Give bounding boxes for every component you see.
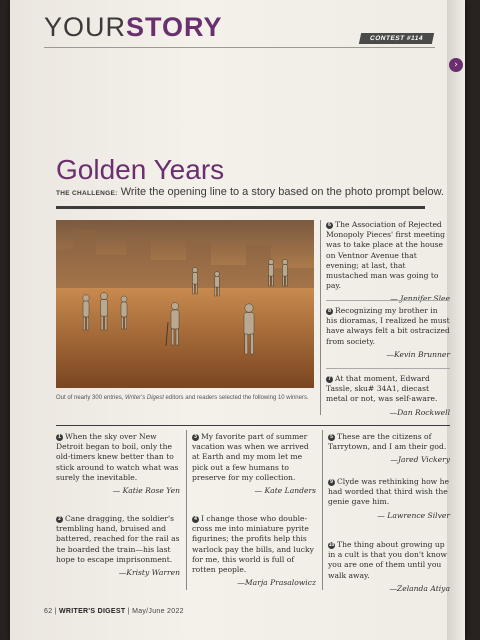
prompt-photo (56, 220, 314, 388)
entry-separator (326, 300, 450, 301)
entry-6 (326, 220, 450, 305)
header-your: YOUR (44, 12, 127, 42)
header-divider (44, 47, 435, 48)
entry-number: 7 (326, 376, 333, 383)
entry-4 (192, 514, 316, 588)
entry-author: —Kristy Warren (118, 568, 180, 578)
entry-author: — Katie Rose Yen (112, 486, 180, 496)
entry-author: —Zelanda Atiya (389, 583, 450, 593)
caption-prefix: Out of nearly 300 entries, (56, 395, 126, 401)
section-divider (56, 425, 450, 426)
entry-8 (326, 306, 450, 360)
entry-author: — Lawrence Silver (377, 510, 450, 520)
column-divider (186, 430, 187, 590)
entry-text: Cane dragging, the soldier's trembling hand, bruised and battered, reached for the rail as he boarded the train—his last hope to escape imprisonment. (56, 514, 180, 564)
column-divider (322, 430, 323, 590)
entry-number: 4 (192, 516, 199, 523)
entry-2 (56, 514, 180, 578)
chevron-right-icon[interactable]: › (449, 58, 463, 72)
entry-author: —Kevin Brunner (386, 349, 450, 359)
entry-text: Recognizing my brother in his dioramas, I realized he must have always felt a bit ostracized from society. (326, 306, 450, 346)
contest-badge: CONTEST #114 (359, 33, 434, 44)
entry-number: 3 (192, 434, 199, 441)
magazine-page (10, 0, 465, 640)
entry-7 (326, 374, 450, 418)
challenge-line (56, 186, 444, 198)
page-footer: 62 | WRITER'S DIGEST | May/June 2022 (44, 608, 184, 615)
entry-text: The Association of Rejected Monopoly Pieces' first meeting was to take place at the house on Ventnor Avenue that evening; at last, that mustached man was going to pay. (326, 220, 446, 291)
entry-author: —Marja Prasalowicz (237, 578, 316, 588)
entry-number: 6 (326, 222, 333, 229)
entry-10 (328, 540, 450, 594)
entry-text: These are the citizens of Tarrytown, and I am their god. (328, 432, 447, 452)
figurines-image (56, 220, 314, 388)
entry-number: 10 (328, 542, 335, 548)
entry-author: —Dan Rockwell (389, 407, 450, 417)
title-divider (56, 206, 425, 209)
header-story: STORY (126, 12, 223, 42)
entry-number: 5 (328, 434, 335, 441)
entry-text: My favorite part of summer vacation was when we arrived at Earth and my mom let me pick out a few humans to preserve for my collection. (192, 432, 309, 482)
section-header (44, 12, 223, 43)
challenge-label: THE CHALLENGE: (56, 190, 118, 197)
entry-author: —Jared Vickery (390, 455, 450, 465)
page-title: Golden Years (56, 154, 225, 185)
entry-1 (56, 432, 180, 496)
entry-separator (326, 368, 450, 369)
page-number: 62 (44, 608, 53, 615)
entry-9 (328, 477, 450, 521)
entry-author: — Jennifer Slee (390, 294, 450, 304)
entry-text: At that moment, Edward Tassle, sku# 34A1, diecast metal or not, was self-aware. (326, 374, 438, 404)
entry-text: When the sky over New Detroit began to boil, only the old-timers knew better than to stick around to watch what was surely the inevitable. (56, 432, 179, 482)
entry-author: — Kate Landers (254, 486, 316, 496)
challenge-text: Write the opening line to a story based on the photo prompt below. (120, 186, 444, 198)
footer-magazine: WRITER'S DIGEST (59, 608, 126, 615)
entry-5 (328, 432, 450, 466)
caption-magazine: Writer's Digest (125, 395, 164, 401)
entry-text: Clyde was rethinking how he had worded that third wish the genie gave him. (328, 477, 449, 507)
entry-text: The thing about growing up in a cult is that you don't know you are one of them until you walk away. (328, 540, 447, 580)
entry-number: 9 (328, 479, 335, 486)
column-divider (320, 220, 321, 415)
photo-caption (56, 394, 316, 402)
entry-number: 8 (326, 308, 333, 315)
entry-text: I change those who double-cross me into miniature pyrite figurines; the profits help this warlock pay the bills, and lucky for me, this world is full of rotten people. (192, 514, 314, 575)
entry-3 (192, 432, 316, 496)
entry-number: 1 (56, 434, 63, 441)
footer-issue: May/June 2022 (132, 608, 184, 615)
entry-number: 2 (56, 516, 63, 523)
caption-suffix: editors and readers selected the following 10 winners. (163, 395, 309, 401)
